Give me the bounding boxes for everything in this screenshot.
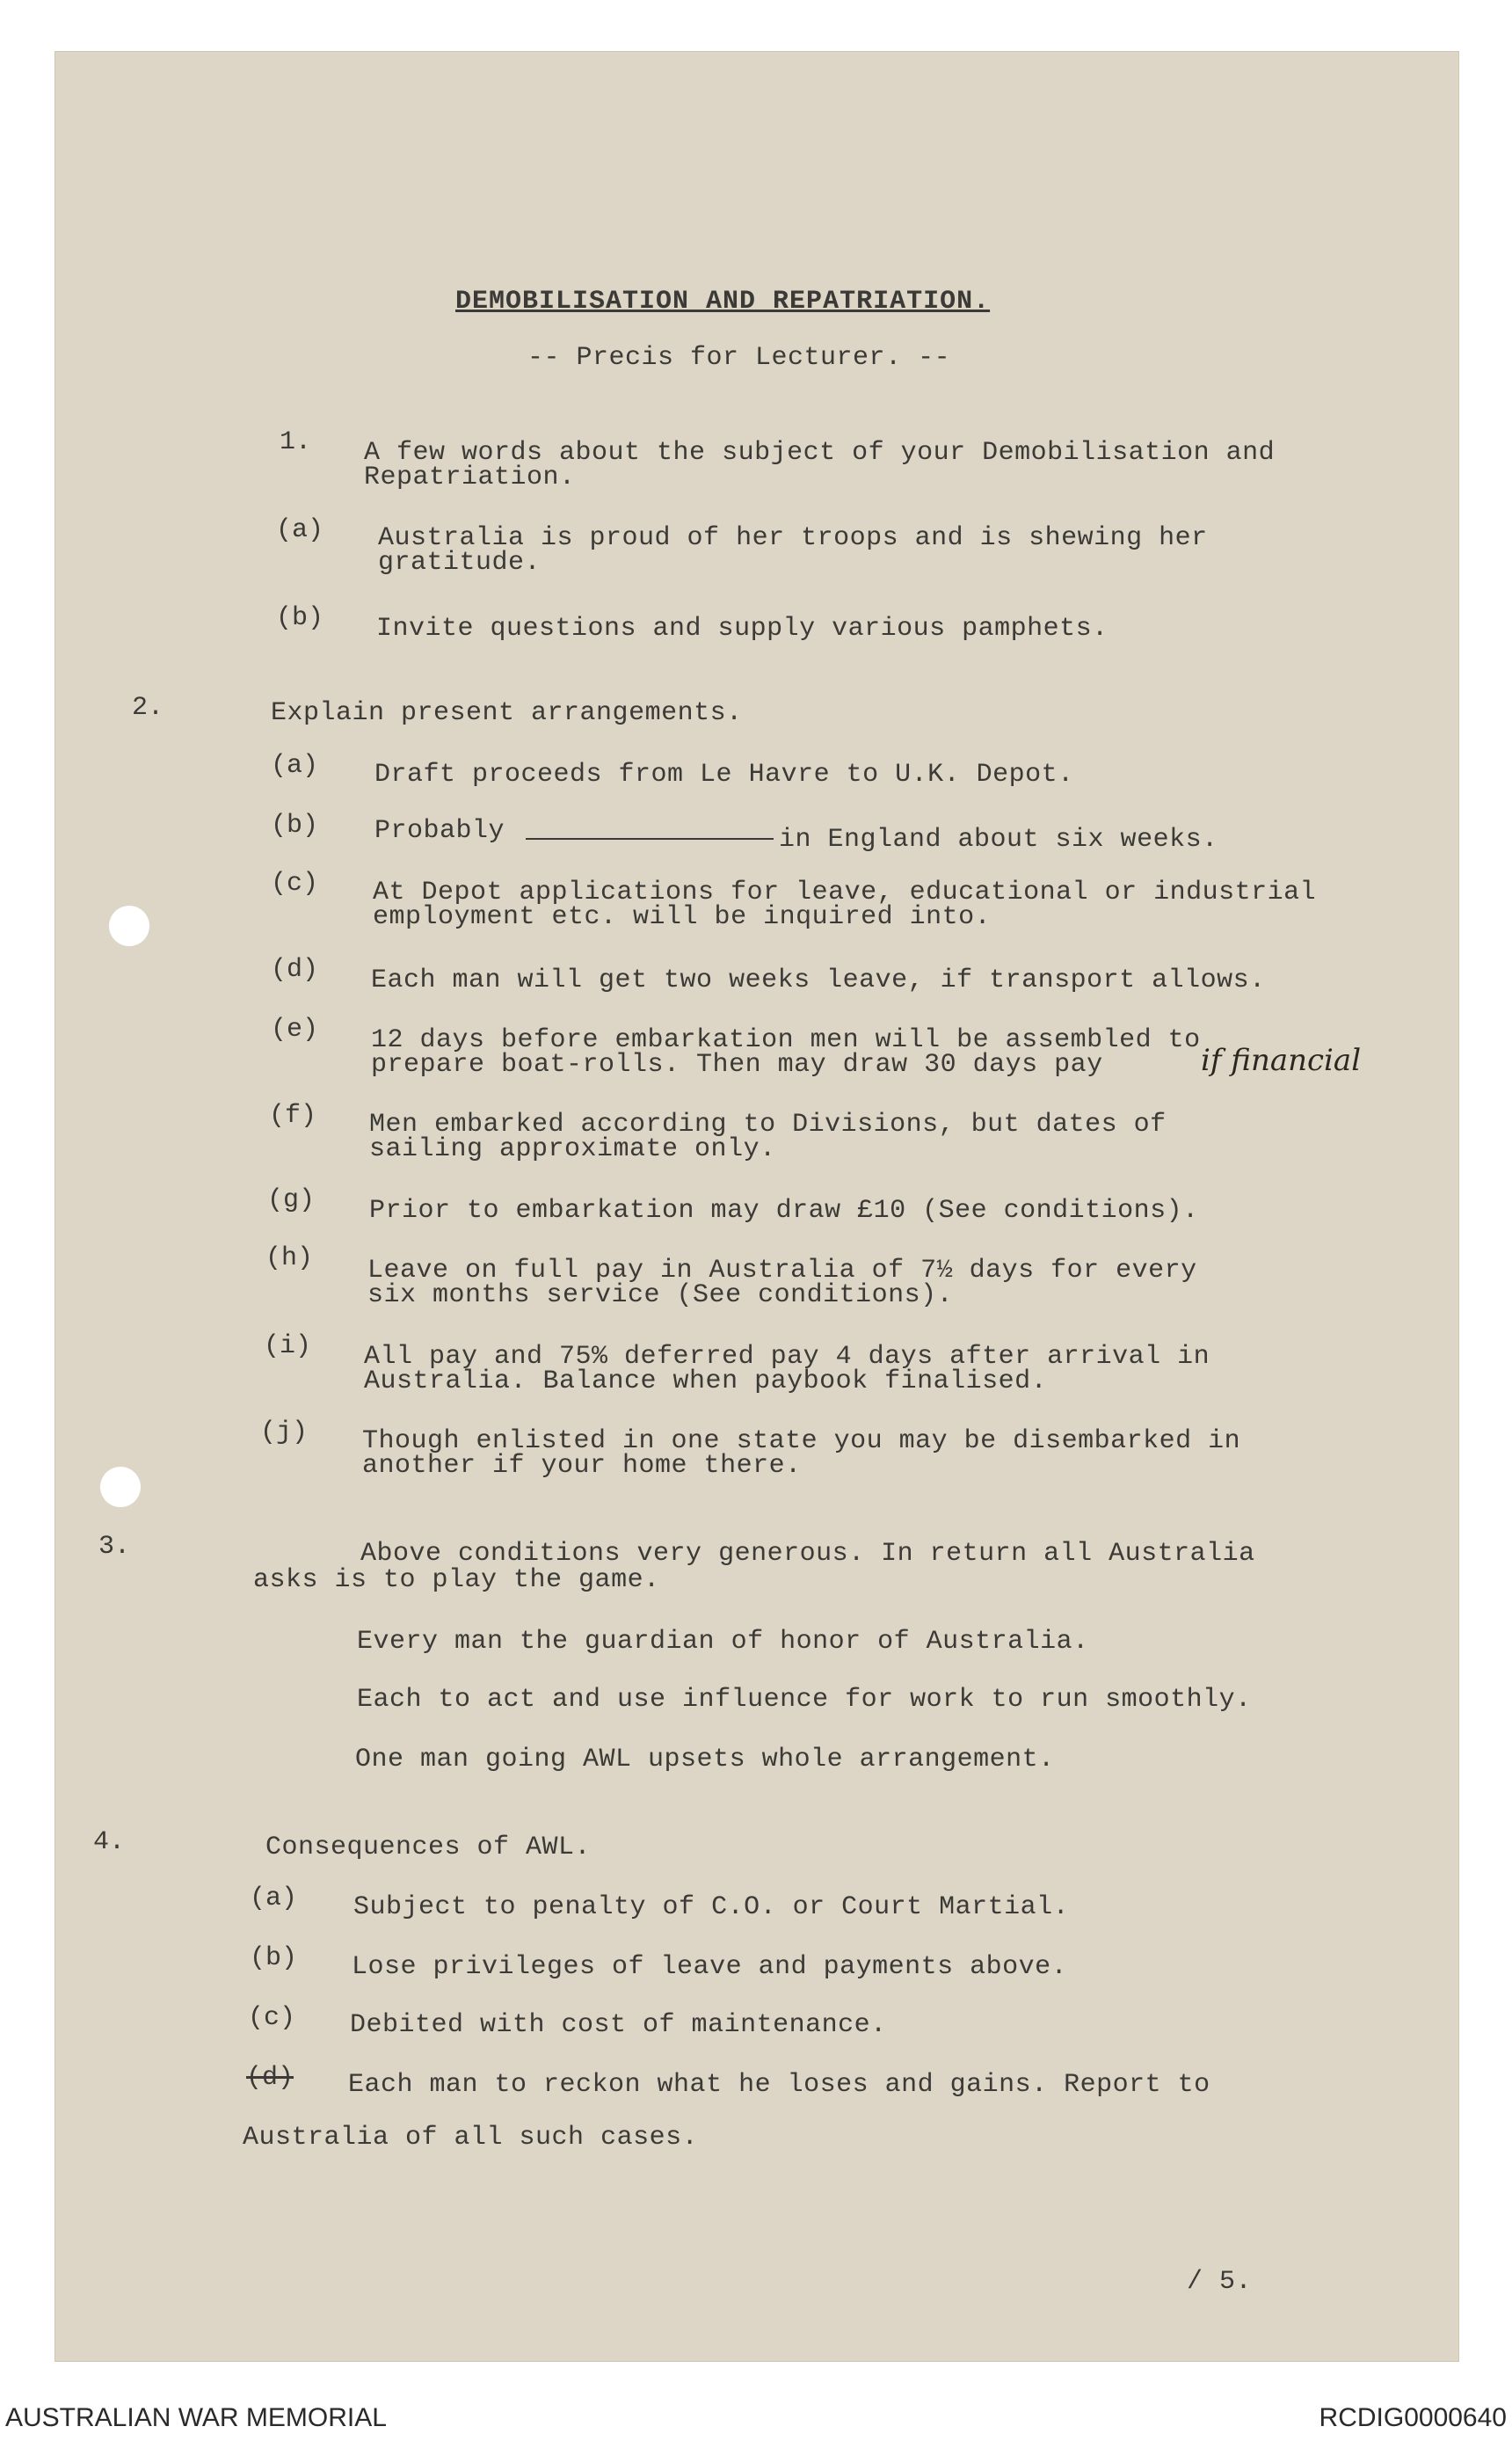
section-3-para-3: One man going AWL upsets whole arrangement. [355,1745,1055,1774]
item-4c-label: (c) [248,2003,296,2033]
section-4-number: 4. [93,1827,126,1857]
item-2e-line-1: 12 days before embarkation men will be assembled to [371,1025,1201,1055]
item-2i-line-2: Australia. Balance when paybook finalised. [364,1366,1048,1396]
item-1b-line-1: Invite questions and supply various pamphets. [376,614,1109,644]
item-2b-line-prefix: Probably [374,816,505,846]
item-4d-label: (d) [246,2063,294,2093]
page-continuation-reference: / 5. [1187,2267,1253,2297]
item-2g-label: (g) [267,1185,316,1215]
item-2h-line-1: Leave on full pay in Australia of 7½ days for every [367,1256,1197,1286]
section-1-number: 1. [280,427,312,457]
item-1a-line-1: Australia is proud of her troops and is shewing her [378,523,1208,553]
item-4a-label: (a) [250,1884,298,1913]
item-4c-line-1: Debited with cost of maintenance. [350,2010,887,2040]
item-2i-line-1: All pay and 75% deferred pay 4 days after arrival in [364,1342,1210,1372]
item-2d-label: (d) [271,955,319,985]
item-2g-line-1: Prior to embarkation may draw £10 (See conditions). [369,1196,1199,1226]
section-2-number: 2. [132,693,164,723]
footer-record-id: RCDIG0000640 [1319,2403,1507,2432]
section-3-para-1: Every man the guardian of honor of Australia. [357,1627,1089,1657]
item-2j-line-2: another if your home there. [362,1451,802,1481]
punch-hole-bottom [100,1467,141,1507]
section-3-line-1: Above conditions very generous. In return all Australia [360,1539,1255,1569]
item-1b-label: (b) [276,603,324,633]
item-2f-line-1: Men embarked according to Divisions, but dates of [369,1110,1167,1140]
item-4d-line-1: Each man to reckon what he loses and gains. Report to [348,2070,1210,2100]
item-1a-label: (a) [276,515,324,545]
section-4-heading: Consequences of AWL. [265,1833,592,1862]
item-2j-line-1: Though enlisted in one state you may be disembarked in [362,1426,1241,1456]
item-2a-label: (a) [271,751,319,781]
footer-institution: AUSTRALIAN WAR MEMORIAL [5,2403,387,2432]
item-4b-label: (b) [250,1943,298,1973]
handwritten-annotation: if financial [1201,1043,1362,1078]
section-1-line-2: Repatriation. [364,463,576,492]
item-2h-line-2: six months service (See conditions). [367,1280,954,1310]
item-2c-label: (c) [271,869,319,899]
item-2e-label: (e) [271,1015,319,1045]
item-2h-label: (h) [265,1243,314,1273]
item-2j-label: (j) [260,1417,309,1447]
section-2-heading: Explain present arrangements. [271,698,743,728]
item-2i-label: (i) [264,1331,312,1361]
item-2b-line-suffix: in England about six weeks. [779,825,1218,855]
item-2b-label: (b) [271,811,319,841]
item-2f-line-2: sailing approximate only. [369,1134,776,1164]
item-4a-line-1: Subject to penalty of C.O. or Court Martial. [353,1892,1070,1922]
item-2c-line-1: At Depot applications for leave, educational or industrial [373,878,1317,907]
section-3-line-2: asks is to play the game. [253,1565,660,1595]
item-4b-line-1: Lose privileges of leave and payments above. [352,1952,1068,1982]
item-2d-line-1: Each man will get two weeks leave, if transport allows. [371,965,1266,995]
item-1a-line-2: gratitude. [378,548,542,578]
item-2b-blank-line [526,838,774,840]
item-2e-line-2: prepare boat-rolls. Then may draw 30 days pay [371,1050,1103,1080]
item-2f-label: (f) [269,1101,317,1131]
item-2a-line-1: Draft proceeds from Le Havre to U.K. Depot. [374,760,1074,790]
item-4d-line-2: Australia of all such cases. [243,2123,699,2153]
punch-hole-top [109,906,149,946]
item-2c-line-2: employment etc. will be inquired into. [373,902,992,932]
section-1-line-1: A few words about the subject of your Demobilisation and [364,438,1276,468]
section-3-number: 3. [98,1532,131,1562]
document-title: DEMOBILISATION AND REPATRIATION. [455,287,991,317]
document-subtitle: -- Precis for Lecturer. -- [527,343,951,373]
section-3-para-2: Each to act and use influence for work to run smoothly. [357,1685,1252,1715]
